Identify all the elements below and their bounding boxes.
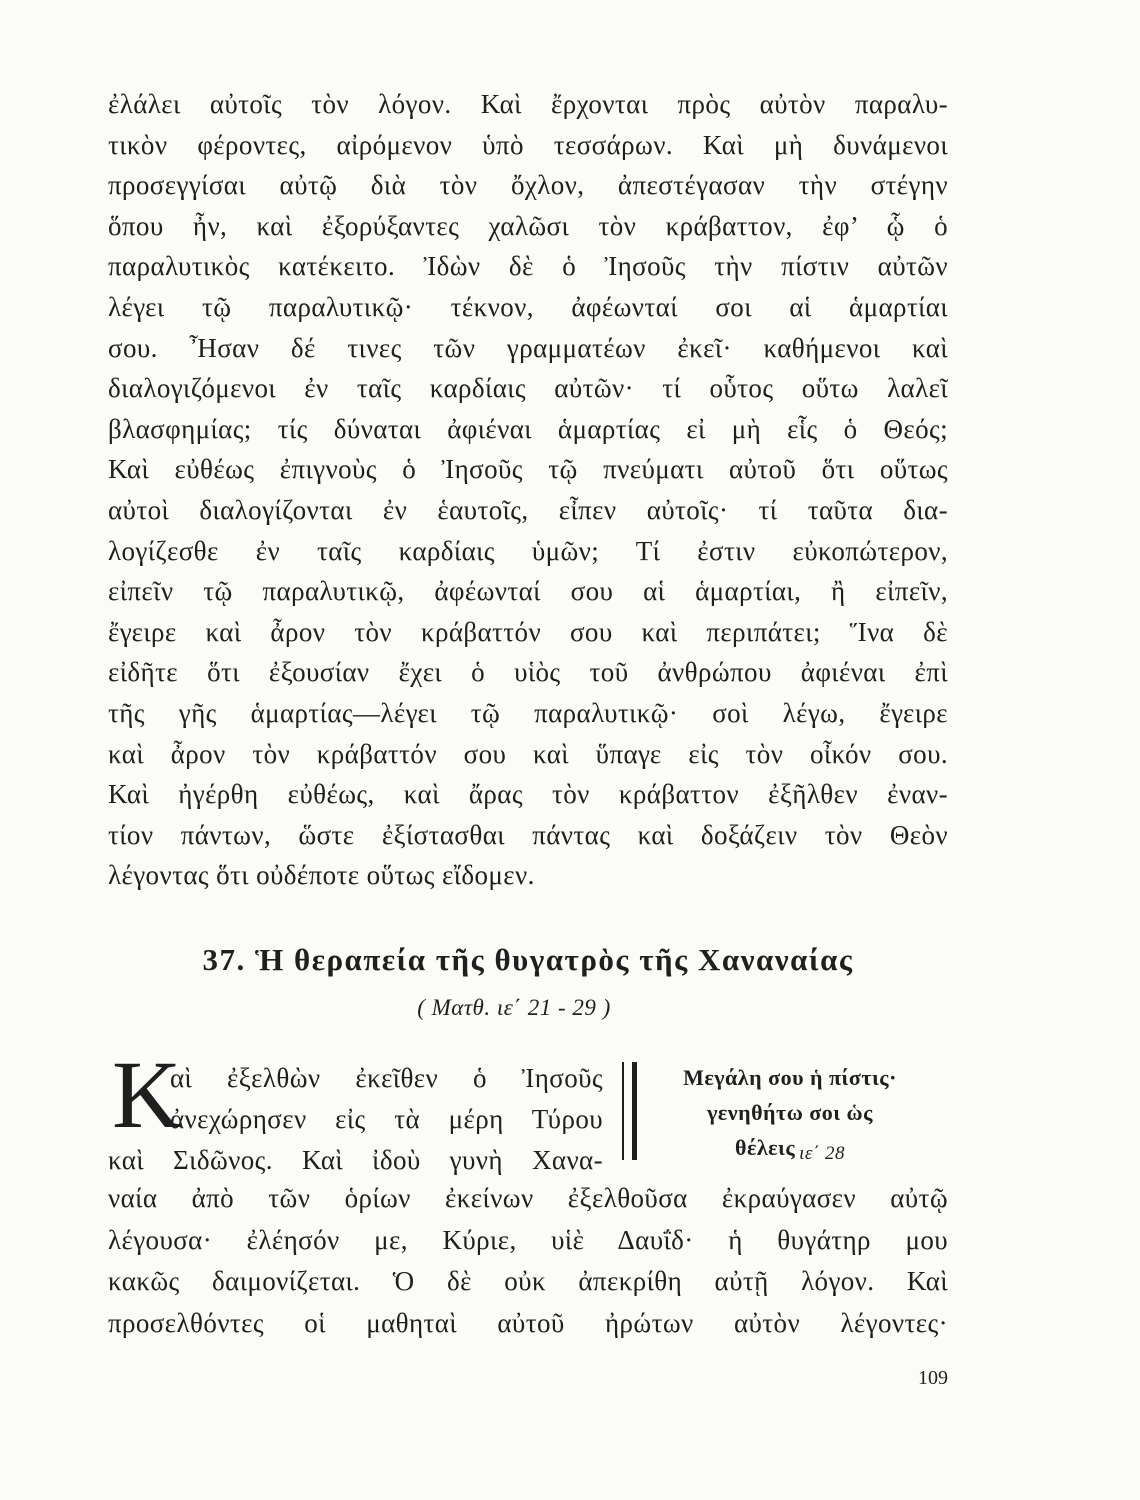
sidebar-line: θέλεις bbox=[734, 1135, 796, 1160]
text-line: ἐλάλει αὐτοῖς τὸν λόγον. Καὶ ἔρχονται πρὸς αὐτὸν παραλυ- bbox=[108, 89, 948, 119]
sidebar-line: γενηθήτω σοι ὡς bbox=[707, 1100, 873, 1125]
text-line: ὅπου ἦν, καὶ ἐξορύξαντες χαλῶσι τὸν κράβαττον, ἐφ’ ᾧ ὁ bbox=[108, 210, 948, 241]
text-line: λέγουσα· ἐλέησόν με, Κύριε, υἱὲ Δαυΐδ· ἡ θυγάτηρ μου bbox=[108, 1224, 948, 1255]
body-paragraph-2 bbox=[108, 1178, 948, 1344]
text-line: τικὸν φέροντες, αἰρόμενον ὑπὸ τεσσάρων. Καὶ μὴ δυνάμενοι bbox=[108, 129, 948, 160]
drop-cap-paragraph bbox=[108, 1058, 603, 1181]
scripture-reference: ( Ματθ. ιε΄ 21 - 29 ) bbox=[417, 995, 611, 1020]
sidebar-line-last bbox=[648, 1130, 932, 1167]
text-line: βλασφημίας; τίς δύναται ἀφιέναι ἁμαρτίας εἰ μὴ εἷς ὁ Θεός; bbox=[108, 413, 948, 444]
text-line: ἔγειρε καὶ ἆρον τὸν κράβαττόν σου καὶ περιπάτει; Ἵνα δὲ bbox=[108, 616, 948, 647]
text-line: ναία ἀπὸ τῶν ὁρίων ἐκείνων ἐξελθοῦσα ἐκραύγασεν αὐτῷ bbox=[108, 1183, 948, 1213]
body-paragraph-1 bbox=[108, 84, 948, 896]
text-line: κακῶς δαιμονίζεται. Ὁ δὲ οὐκ ἀπεκρίθη αὐτῇ λόγον. Καὶ bbox=[108, 1266, 948, 1297]
text-line: σου. Ἦσαν δέ τινες τῶν γραμματέων ἐκεῖ· καθήμενοι καὶ bbox=[108, 332, 948, 363]
text-line: λέγοντας ὅτι οὐδέποτε οὕτως εἴδομεν. bbox=[108, 860, 535, 891]
text-line: παραλυτικὸς κατέκειτο. Ἰδὼν δὲ ὁ Ἰησοῦς τὴν πίστιν αὐτῶν bbox=[108, 251, 948, 282]
text-line: Καὶ ἠγέρθη εὐθέως, καὶ ἄρας τὸν κράβαττον ἐξῆλθεν ἐναν- bbox=[108, 779, 948, 810]
text-line: εἰδῆτε ὅτι ἐξουσίαν ἔχει ὁ υἱὸς τοῦ ἀνθρώπου ἀφιέναι ἐπὶ bbox=[108, 657, 948, 688]
sidebar-reference: ιε΄ 28 bbox=[799, 1143, 846, 1164]
sidebar-line: Μεγάλη σου ἡ πίστις· bbox=[683, 1065, 897, 1090]
text-line: τῆς γῆς ἁμαρτίας—λέγει τῷ παραλυτικῷ· σοὶ λέγω, ἔγειρε bbox=[108, 697, 948, 728]
text-line: καὶ Σιδῶνος. Καὶ ἰδοὺ γυνὴ Χανα- bbox=[108, 1145, 603, 1175]
text-line: διαλογιζόμενοι ἐν ταῖς καρδίαις αὐτῶν· τί οὗτος οὕτω λαλεῖ bbox=[108, 373, 948, 404]
text-line: τίον πάντων, ὥστε ἐξίστασθαι πάντας καὶ δοξάζειν τὸν Θεὸν bbox=[108, 819, 948, 850]
page-number: 109 bbox=[918, 1367, 948, 1389]
text-line: προσεγγίσαι αὐτῷ διὰ τὸν ὄχλον, ἀπεστέγασαν τὴν στέγην bbox=[108, 170, 948, 201]
sidebar-double-rule bbox=[622, 1062, 637, 1160]
text-line: Καὶ εὐθέως ἐπιγνοὺς ὁ Ἰησοῦς τῷ πνεύματι αὐτοῦ ὅτι οὕτως bbox=[108, 454, 948, 485]
drop-cap: Κ bbox=[112, 1041, 182, 1148]
text-line: αὐτοὶ διαλογίζονται ἐν ἑαυτοῖς, εἶπεν αὐτοῖς· τί ταῦτα δια- bbox=[108, 494, 948, 525]
text-line: ἀνεχώρησεν εἰς τὰ μέρη Τύρου bbox=[170, 1104, 603, 1134]
text-line: προσελθόντες οἱ μαθηταὶ αὐτοῦ ἠρώτων αὐτὸν λέγοντες· bbox=[108, 1307, 948, 1338]
text-line: λογίζεσθε ἐν ταῖς καρδίαις ὑμῶν; Τί ἐστιν εὐκοπώτερον, bbox=[108, 535, 948, 566]
section-heading: 37. Ἡ θεραπεία τῆς θυγατρὸς τῆς Χαναναίας bbox=[202, 942, 854, 977]
sidebar-quote bbox=[648, 1060, 932, 1167]
text-line: εἰπεῖν τῷ παραλυτικῷ, ἀφέωνταί σου αἱ ἁμαρτίαι, ἢ εἰπεῖν, bbox=[108, 576, 948, 607]
text-line: καὶ ἆρον τὸν κράβαττόν σου καὶ ὕπαγε εἰς τὸν οἶκόν σου. bbox=[108, 738, 948, 769]
text-line: αὶ ἐξελθὼν ἐκεῖθεν ὁ Ἰησοῦς bbox=[170, 1063, 603, 1093]
text-line: λέγει τῷ παραλυτικῷ· τέκνον, ἀφέωνταί σοι αἱ ἁμαρτίαι bbox=[108, 291, 948, 322]
